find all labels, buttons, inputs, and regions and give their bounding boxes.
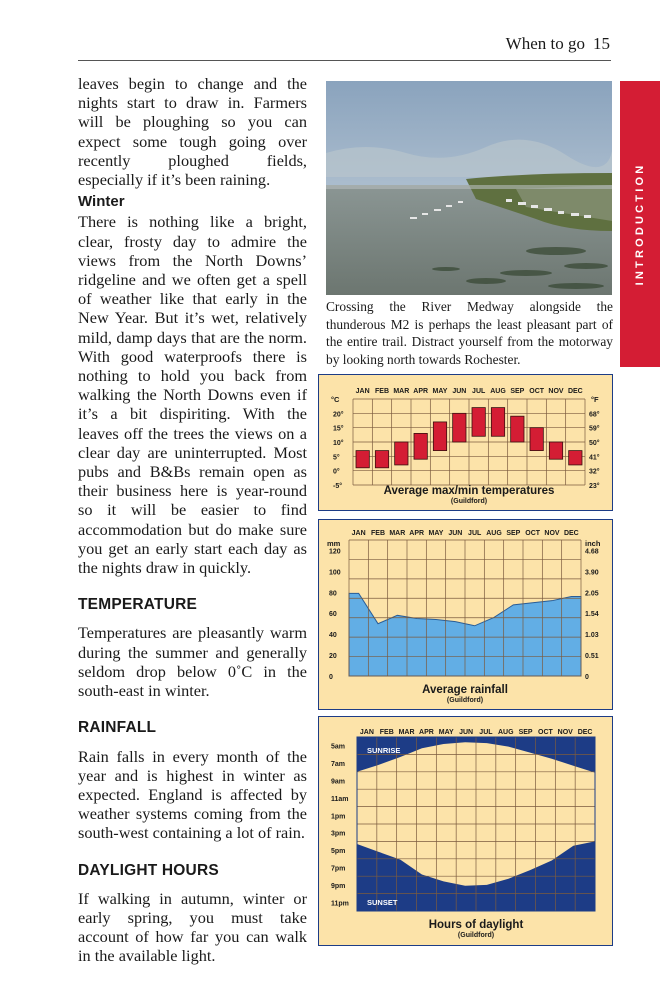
temperature-chart-svg	[319, 375, 611, 509]
y-left-tick: -5°	[333, 483, 343, 490]
chapter-title: When to go	[505, 34, 585, 53]
temperature-bar	[549, 442, 562, 459]
month-label: JAN	[355, 388, 370, 395]
rainfall-heading: RAINFALL	[78, 719, 157, 737]
temperature-bar	[395, 442, 408, 465]
month-label: MAR	[398, 729, 415, 736]
y-tick: 9pm	[331, 882, 346, 890]
y-right-tick: 50°	[589, 440, 600, 447]
header-rule	[78, 60, 611, 61]
y-tick: 7am	[331, 761, 346, 769]
month-label: SEP	[510, 388, 525, 395]
daylight-chart	[318, 716, 613, 946]
month-label: MAR	[393, 388, 410, 395]
y-left-tick: 5°	[333, 454, 340, 462]
month-label: OCT	[529, 388, 545, 395]
temperature-bar	[356, 451, 369, 468]
river-medway-photo	[326, 81, 612, 295]
y-right-tick: 59°	[589, 425, 600, 433]
chart-title: Average max/min temperatures	[383, 485, 555, 497]
photo-caption: Crossing the River Medway alongside the thunderous M2 is perhaps the least pleasant part of the entire trail. Distract yourself from the motorway by looking north towards Rochester.	[326, 299, 613, 367]
month-label: JAN	[351, 530, 366, 537]
month-label: AUG	[490, 388, 506, 395]
month-label: OCT	[538, 729, 553, 736]
y-right-tick: 68°	[589, 411, 600, 419]
month-label: DEC	[563, 530, 579, 537]
temperature-bar	[453, 413, 466, 442]
temperature-bar	[433, 422, 446, 451]
rainfall-chart	[318, 519, 613, 710]
temperature-bar	[414, 433, 427, 459]
temperature-paragraph: Temperatures are pleasantly warm during the summer and generally seldom drop below 0˚C in the south-east in winter.	[78, 623, 307, 701]
daylight-chart-svg	[319, 717, 611, 944]
y-tick: 9am	[331, 778, 346, 786]
month-label: AUG	[497, 729, 514, 736]
y-right-tick: 0	[585, 674, 589, 681]
y-left-tick: 100	[329, 569, 341, 577]
daylight-heading: DAYLIGHT HOURS	[78, 861, 219, 879]
temperature-bar	[491, 408, 504, 437]
winter-paragraph: There is nothing like a bright, clear, frosty day to admire the views from the North Downs’ ridgeline and we often get a spell of weather like that early in the New Year. But it’s wet, relatively mild, damp days that are the norm. With good waterproofs there is nothing to hold you back from walking the North Downs even if it’s a bit dispiriting. With the leaves off the trees the views on a clear day are uninterrupted. Most pubs and B&Bs remain open as their business here is year-round so it will be easier to find accommodation but do make sure you get an early start each day as the nights draw in quickly.	[78, 212, 307, 578]
month-label: JUN	[452, 388, 467, 395]
month-label: NOV	[544, 530, 560, 537]
chart-subtitle: (Guildford)	[450, 498, 488, 505]
y-right-tick: 1.03	[585, 632, 599, 640]
y-left-unit: mm	[327, 539, 341, 548]
month-label: JUL	[472, 388, 486, 395]
y-right-tick: 0.51	[585, 653, 599, 661]
y-right-tick: 23°	[589, 483, 600, 490]
month-label: MAR	[389, 530, 406, 537]
rainfall-chart-svg	[319, 520, 611, 708]
month-label: FEB	[379, 729, 394, 736]
temperature-heading: TEMPERATURE	[78, 596, 198, 614]
y-right-tick: 3.90	[585, 569, 599, 577]
y-left-tick: 60	[329, 611, 337, 619]
y-left-tick: 20°	[333, 411, 344, 419]
y-right-tick: 41°	[589, 454, 600, 462]
temperature-bar	[472, 408, 485, 437]
month-label: FEB	[371, 530, 385, 537]
month-label: APR	[419, 729, 434, 736]
y-right-tick: 4.68	[585, 548, 599, 556]
temperature-bar	[375, 451, 388, 468]
month-label: JUL	[468, 530, 482, 537]
y-left-tick: 0°	[333, 468, 340, 476]
month-label: APR	[413, 388, 429, 395]
y-tick: 3pm	[331, 830, 346, 838]
chart-subtitle: (Guildford)	[446, 697, 484, 704]
month-label: OCT	[525, 530, 541, 537]
y-right-tick: 1.54	[585, 611, 599, 619]
month-label: DEC	[567, 388, 583, 395]
y-left-tick: 10°	[333, 440, 344, 447]
month-label: NOV	[557, 729, 573, 736]
y-left-tick: 80	[329, 590, 337, 598]
sunset-label: SUNSET	[367, 898, 398, 907]
y-tick: 11am	[331, 795, 349, 803]
y-left-tick: 0	[329, 674, 333, 681]
y-left-tick: 15°	[333, 425, 344, 433]
chart-title: Average rainfall	[422, 684, 508, 696]
month-label: MAY	[438, 729, 454, 736]
y-right-unit: °F	[591, 395, 599, 404]
month-label: JUN	[448, 530, 463, 537]
daylight-paragraph: If walking in autumn, winter or early spring, you must take account of how far you can walk in the available light.	[78, 888, 307, 966]
y-right-tick: 32°	[589, 468, 600, 476]
page-number: 15	[593, 34, 610, 53]
month-label: SEP	[518, 729, 533, 736]
sunrise-label: SUNRISE	[367, 746, 401, 755]
month-label: MAY	[428, 530, 444, 537]
temperature-bar	[569, 451, 582, 465]
chart-subtitle: (Guildford)	[457, 932, 495, 939]
y-left-tick: 20	[329, 653, 337, 661]
section-tab	[620, 81, 660, 367]
y-left-tick: 40	[329, 632, 337, 640]
chart-title: Hours of daylight	[428, 919, 524, 931]
rainfall-paragraph: Rain falls in every month of the year and is highest in winter as expected. England is affected by weather systems coming from the south-west containing a lot of rain.	[78, 746, 307, 843]
month-label: SEP	[506, 530, 521, 537]
y-tick: 5am	[331, 743, 346, 751]
y-tick: 5pm	[331, 848, 346, 856]
month-label: AUG	[486, 530, 502, 537]
y-tick: 1pm	[331, 813, 346, 821]
month-label: APR	[409, 530, 425, 537]
y-right-tick: 2.05	[585, 590, 599, 598]
month-label: DEC	[577, 729, 593, 736]
temperature-chart	[318, 374, 613, 511]
section-tab-label: INTRODUCTION	[634, 162, 646, 286]
y-tick: 7pm	[331, 865, 346, 873]
y-left-unit: °C	[331, 395, 340, 404]
temperature-bar	[511, 416, 524, 442]
running-head	[506, 34, 610, 54]
temperature-bar	[530, 428, 543, 451]
month-label: JUN	[459, 729, 474, 736]
photo-illustration	[326, 81, 612, 295]
month-label: MAY	[432, 388, 448, 395]
winter-heading: Winter	[78, 193, 125, 211]
month-label: JUL	[479, 729, 493, 736]
intro-paragraph: leaves begin to change and the nights start to draw in. Farmers will be ploughing so you can expect some tough going over recently ploughed fields, especially if it’s been raining.	[78, 74, 307, 190]
month-label: NOV	[548, 388, 564, 395]
y-left-tick: 120	[329, 548, 341, 556]
body-column	[78, 74, 307, 966]
y-right-unit: inch	[585, 539, 601, 548]
month-label: JAN	[359, 729, 374, 736]
month-label: FEB	[375, 388, 389, 395]
y-tick: 11pm	[331, 900, 349, 908]
